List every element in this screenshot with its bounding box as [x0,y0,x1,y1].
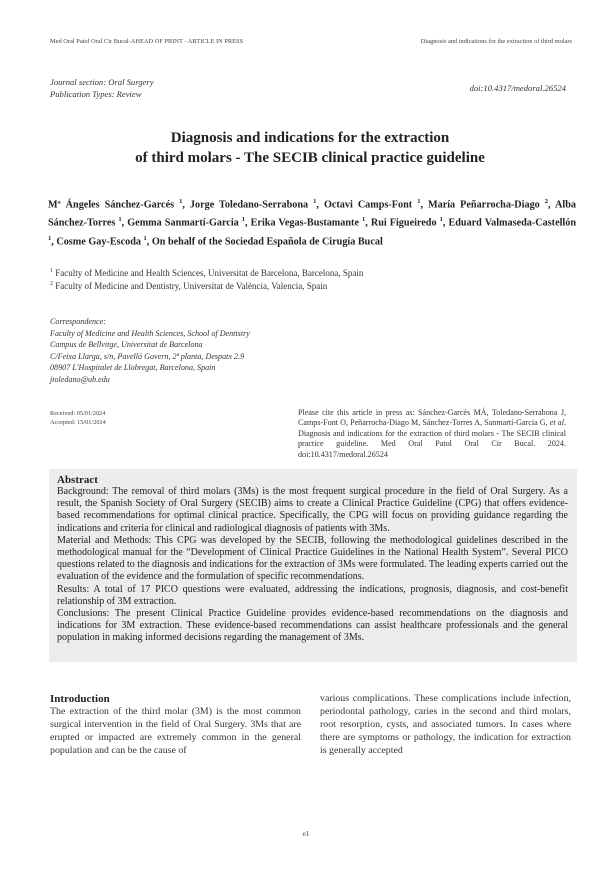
abstract-body [57,486,568,645]
title-line-2: of third molars - The SECIB clinical practice guideline [135,150,485,166]
correspondence-line: Faculty of Medicine and Health Sciences, School of Dentistry [50,328,250,338]
author-list [48,194,576,249]
author-name: On behalf of the Sociedad Española de Cirugía Bucal [151,236,383,248]
author-affiliation-mark: 1 [362,216,366,224]
author-separator: , [442,217,449,229]
author-affiliation-mark: 1 [313,198,317,205]
publication-types: Publication Types: Review [50,89,142,99]
author-name: Jorge Toledano-Serrabona [189,199,309,211]
author-separator: , [316,199,324,211]
received-date: Received: 05/01/2024 [50,410,106,417]
citation-note: Please cite this article in press as: Sánchez-Garcés MÁ, Toledano-Serrabona J, Camps-Font O, Peñarrocha-Diago M, Sánchez-Torres A, Sanmartí-Garcia G, et al. Diagnosis and indications for the extraction of third molars - The SECIB clinical practice guideline. Med Oral Patol Oral Cir Bucal. 2024. doi:10.4317/medoral.26524 [298,408,566,459]
author-name: Octavi Camps-Font [323,199,413,211]
intro-column-1 [50,693,301,758]
author-name: María Peñarrocha-Diago [428,199,540,211]
abstract-conclusions-paragraph: Conclusions: The present Clinical Practice Guideline provides evidence-based recommendations on the diagnosis and indications for 3M extraction. These evidence-based recommendations can assist healthcare professionals and the general population in making informed decisions regarding the management of 3Ms. [57,608,568,644]
affiliation-2: $^2$ Faculty of Medicine and Dentistry, Universitat de València, Valencia, Spain [50,281,328,291]
author-name: Rui Figueiredo [370,217,437,229]
author-name: Cosme Gay-Escoda [56,236,141,248]
abstract-heading: Abstract [57,474,98,486]
author-separator: , [51,236,57,248]
journal-section: Journal section: Oral Surgery [50,77,154,87]
author-separator: , [121,217,128,229]
author-affiliation-mark: 1 [179,198,183,205]
doi[interactable]: doi:10.4317/medoral.26524 [469,83,566,93]
affiliation-1: $^1$ Faculty of Medicine and Health Sciences, Universitat de Barcelona, Barcelona, Spain [50,268,364,278]
author-separator: , [182,199,190,211]
article-title [60,128,560,168]
author-affiliation-mark: 1 [143,234,147,242]
author-name: Gemma Sanmartí-Garcia [127,217,239,229]
author-name: Eduard Valmaseda-Castellón [448,217,577,229]
author-affiliation-mark: 1 [48,234,52,242]
author-affiliation-mark: 2 [544,198,549,205]
running-header-left: Med Oral Patol Oral Cir Bucal-AHEAD OF PRINT - ARTICLE IN PRESS [50,38,244,45]
title-line-1: Diagnosis and indications for the extraction [170,130,450,146]
intro-text-1: The extraction of the third molar (3M) is the most common surgical intervention in the field of Oral Surgery. 3Ms that are erupted or impacted are extremely common in the general population and can be the cause of [50,705,301,756]
author-name: Alba Sánchez-Torres [48,199,576,229]
author-separator: , [365,217,371,229]
dates-block [50,410,106,427]
author-affiliation-mark: 1 [241,216,246,224]
running-header-right: Diagnosis and indications for the extraction of third molars [420,38,572,45]
intro-text-2: various complications. These complications include infection, periodontal pathology, caries in the second and third molars, root resorption, cysts, and associated tumors. In cases where there are symptoms or pathology, the indication for extraction is generally accepted [320,693,571,756]
author-name: Mª Ángeles Sánchez-Garcés [48,199,175,211]
abstract-background-paragraph: Background: The removal of third molars (3Ms) is the most frequent surgical procedure in the field of Oral Surgery. As a result, the Spanish Society of Oral Surgery (SECIB) aims to create a Clinical Practice Guideline (CPG) that offers evidence-based recommendations for optimal clinical practice. Specifically, the CPG will focus on providing guidance regarding the indications and criteria for clinical and radiological diagnosis of patients with 3Ms. [57,486,568,534]
author-affiliation-mark: 1 [417,198,421,205]
author-separator: , [245,217,251,229]
correspondence-line: Campus de Bellvitge, Universitat de Barcelona [50,340,203,350]
page-number: e1 [302,829,310,838]
correspondence-email[interactable]: jtoledano@ub.edu [50,374,110,384]
intro-column-2 [320,693,571,758]
author-separator: , [146,236,152,248]
author-affiliation-mark: 1 [118,216,122,224]
correspondence-block [50,316,250,386]
introduction-heading: Introduction [50,693,110,705]
author-separator: , [420,199,428,211]
correspondence-line: 08907 L'Hospitalet de Llobregat, Barcelona, Spain [50,363,216,373]
correspondence-line: C/Feixa Llarga, s/n, Pavelló Govern, 2ª planta, Despatx 2.9 [50,351,245,361]
accepted-date: Accepted: 15/01/2024 [50,418,106,426]
author-separator: , [548,199,556,211]
author-name: Erika Vegas-Bustamante [250,217,359,229]
correspondence-label: Correspondence: [50,317,106,326]
author-affiliation-mark: 1 [439,216,443,224]
abstract-results-paragraph: Results: A total of 17 PICO questions were evaluated, addressing the indications, prognosis, diagnosis, and cost-benefit relationship of 3M extraction. [57,583,568,607]
abstract-methods-paragraph: Material and Methods: This CPG was developed by the SECIB, following the methodological guidelines described in the methodological manual for the “Development of Clinical Practice Guidelines in the National Health System”. Several PICO questions related to the diagnosis and indications for the extraction of 3Ms were formulated. The leading experts carried out the evaluation of the evidence and the formulation of specific recommendations. [57,534,568,583]
